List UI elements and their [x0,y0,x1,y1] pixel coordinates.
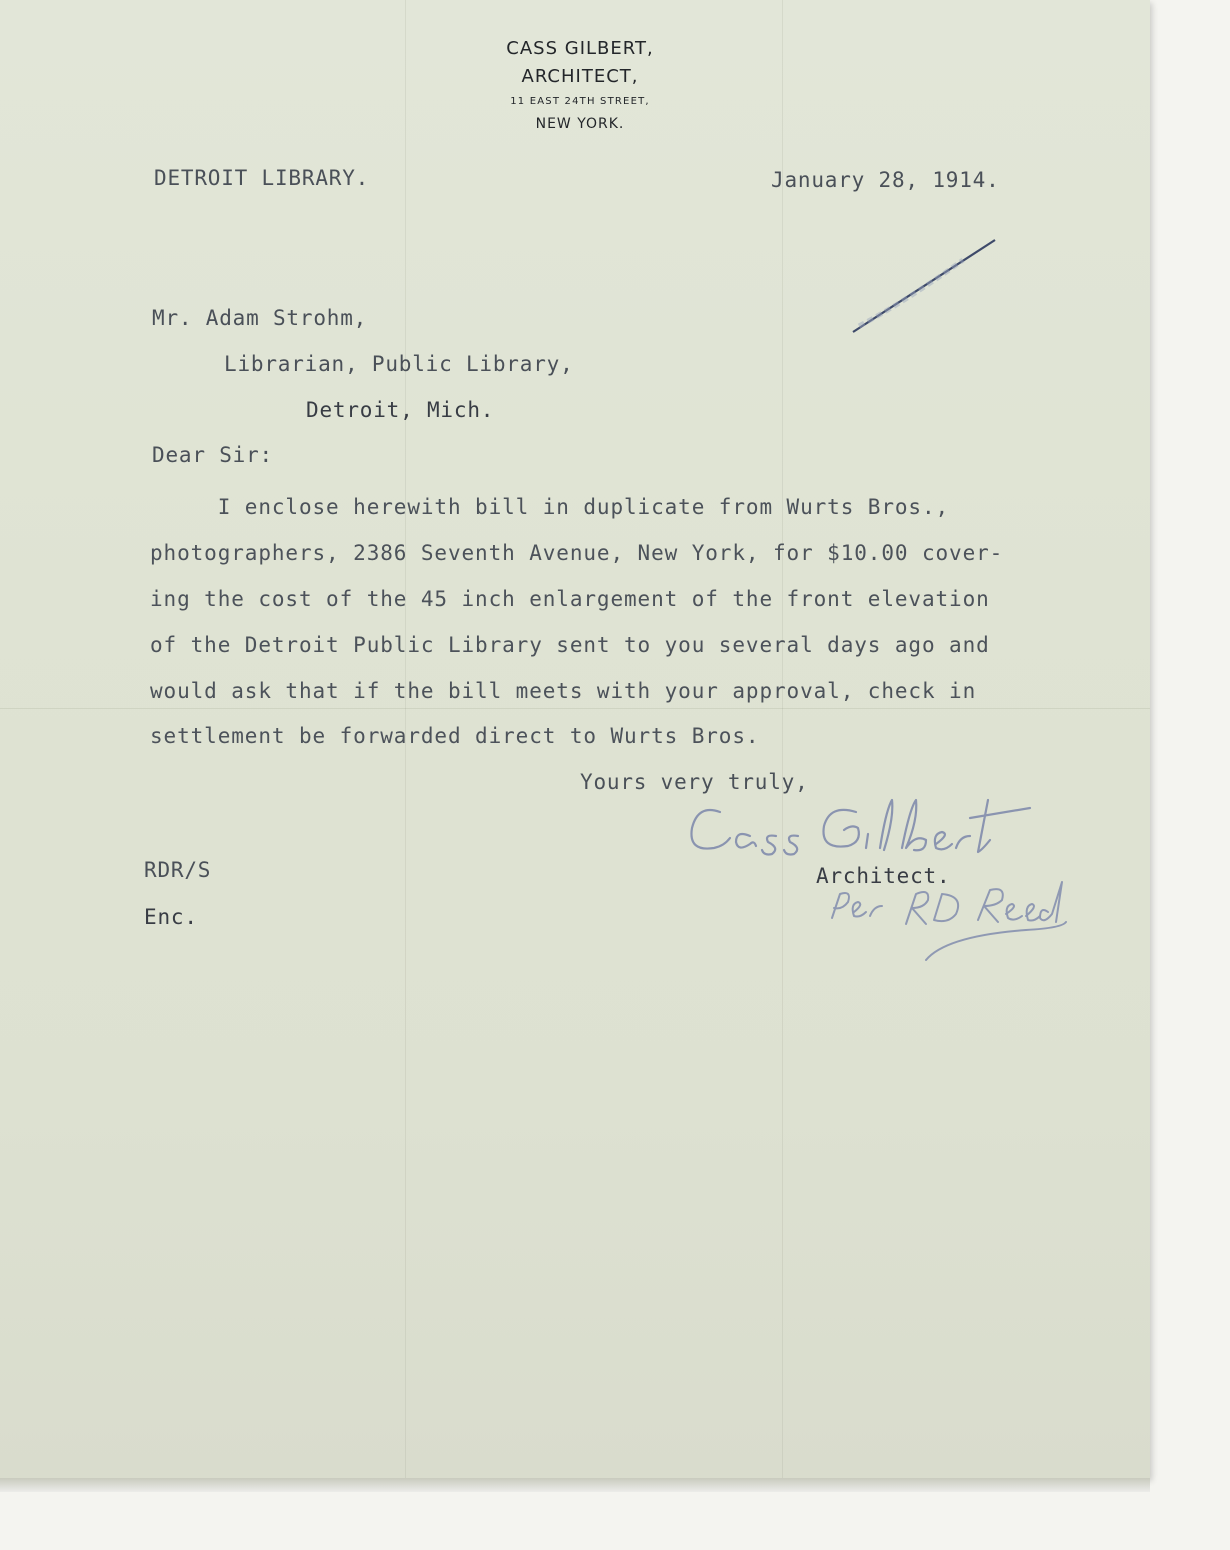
body-line: ing the cost of the 45 inch enlargement of the front elevation [150,587,990,611]
letterhead-name: CASS GILBERT, [506,38,654,59]
project-line: DETROIT LIBRARY. [154,166,370,190]
signer-title: Architect. [816,864,951,888]
closing: Yours very truly, [580,770,809,794]
letter-date: January 28, 1914. [771,168,1000,192]
enclosure-note: Enc. [144,905,198,929]
letterhead-city: NEW YORK. [535,116,625,132]
recipient-name: Mr. Adam Strohm, [152,306,368,330]
per-signature [826,876,1086,966]
paper-shadow-edge [0,1478,1150,1492]
reference-initials: RDR/S [144,858,212,882]
body-line: I enclose herewith bill in duplicate from Wurts Bros., [150,495,950,519]
body-line: of the Detroit Public Library sent to you several days ago and [150,633,990,657]
body-line: photographers, 2386 Seventh Avenue, New York, for $10.00 cover- [150,541,1004,565]
paper-fold-horizontal [0,708,1150,709]
letterhead-address: 11 EAST 24TH STREET, [510,96,650,107]
paper-fold-vertical [782,0,783,1478]
letterhead-title: ARCHITECT, [521,66,639,87]
salutation: Dear Sir: [152,443,273,467]
body-line: settlement be forwarded direct to Wurts Bros. [150,724,760,748]
recipient-position: Librarian, Public Library, [224,352,574,376]
cass-gilbert-signature [680,790,1040,870]
body-line: would ask that if the bill meets with your approval, check in [150,679,977,703]
received-stamp-mark [845,232,1005,342]
recipient-city: Detroit, Mich. [306,398,495,422]
